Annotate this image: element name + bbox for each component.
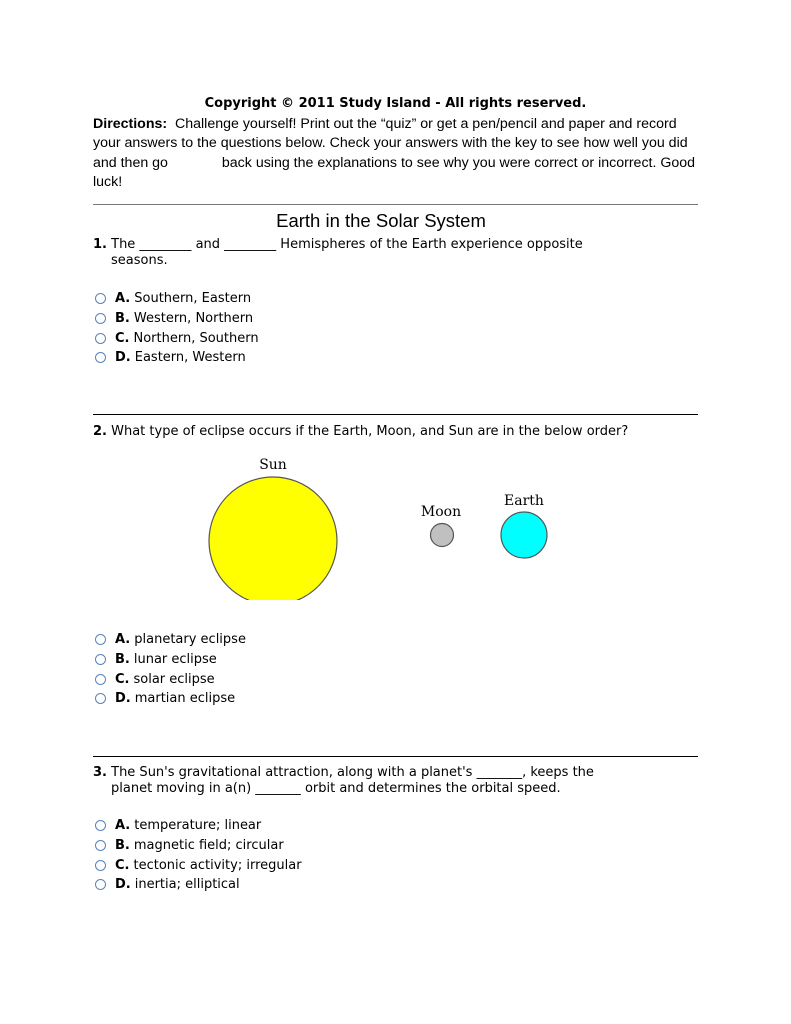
radio-button[interactable] bbox=[95, 352, 106, 363]
option-text: Northern, Southern bbox=[133, 330, 259, 346]
earth-icon bbox=[501, 512, 547, 558]
radio-button[interactable] bbox=[95, 860, 106, 871]
radio-button[interactable] bbox=[95, 879, 106, 890]
question-text-continued: seasons. bbox=[111, 253, 168, 268]
option-letter: A. bbox=[115, 632, 131, 648]
option-b[interactable] bbox=[95, 650, 246, 670]
option-text: solar eclipse bbox=[133, 671, 215, 687]
option-letter: B. bbox=[115, 652, 130, 668]
option-b[interactable] bbox=[95, 309, 259, 329]
copyright-notice: Copyright © 2011 Study Island - All rights reserved. bbox=[204, 96, 587, 111]
sun-label: Sun bbox=[259, 457, 287, 473]
option-letter: D. bbox=[115, 877, 131, 893]
radio-button[interactable] bbox=[95, 333, 106, 344]
question-1 bbox=[93, 237, 693, 269]
divider bbox=[93, 204, 698, 205]
earth-label: Earth bbox=[504, 493, 544, 509]
option-text: inertia; elliptical bbox=[134, 877, 240, 893]
directions-label: Directions: bbox=[93, 116, 168, 132]
option-letter: B. bbox=[115, 838, 130, 854]
option-letter: A. bbox=[115, 291, 131, 307]
radio-button[interactable] bbox=[95, 820, 106, 831]
radio-button[interactable] bbox=[95, 840, 106, 851]
moon-label: Moon bbox=[420, 504, 462, 520]
option-text: lunar eclipse bbox=[133, 652, 217, 668]
option-text: martian eclipse bbox=[134, 691, 236, 707]
sun-icon bbox=[209, 477, 337, 600]
option-d[interactable] bbox=[95, 348, 259, 368]
radio-button[interactable] bbox=[95, 634, 106, 645]
radio-button[interactable] bbox=[95, 293, 106, 304]
directions-text-1: Challenge yourself! Print out the “quiz” or get a pen/pencil and paper and record your answers to the questions below. Check your answers with the key to see how well you did and then go bbox=[93, 116, 688, 171]
option-text: magnetic field; circular bbox=[133, 838, 284, 854]
question-2 bbox=[93, 424, 693, 440]
option-d[interactable] bbox=[95, 689, 246, 709]
question-number: 1. bbox=[93, 237, 107, 252]
option-letter: C. bbox=[115, 330, 130, 346]
option-letter: C. bbox=[115, 671, 130, 687]
option-text: Western, Northern bbox=[133, 311, 254, 327]
option-d[interactable] bbox=[95, 875, 302, 895]
option-text: Eastern, Western bbox=[134, 350, 246, 366]
options-question-1 bbox=[95, 289, 259, 368]
question-number: 3. bbox=[93, 765, 107, 780]
divider bbox=[93, 756, 698, 757]
radio-button[interactable] bbox=[95, 693, 106, 704]
options-question-2 bbox=[95, 630, 246, 709]
moon-icon bbox=[431, 524, 454, 547]
question-number: 2. bbox=[93, 424, 107, 439]
option-text: planetary eclipse bbox=[134, 632, 246, 648]
question-text: The ________ and ________ Hemispheres of the Earth experience opposite bbox=[111, 237, 583, 252]
option-text: tectonic activity; irregular bbox=[133, 857, 302, 873]
question-text: What type of eclipse occurs if the Earth, Moon, and Sun are in the below order? bbox=[111, 424, 629, 439]
divider bbox=[93, 414, 698, 415]
option-a[interactable] bbox=[95, 630, 246, 650]
question-text-continued: planet moving in a(n) _______ orbit and determines the orbital speed. bbox=[111, 781, 561, 796]
eclipse-diagram bbox=[200, 455, 560, 600]
page-title: Earth in the Solar System bbox=[276, 210, 486, 231]
option-letter: C. bbox=[115, 857, 130, 873]
question-3 bbox=[93, 765, 693, 797]
options-question-3 bbox=[95, 816, 302, 895]
option-a[interactable] bbox=[95, 816, 302, 836]
option-letter: A. bbox=[115, 818, 131, 834]
radio-button[interactable] bbox=[95, 674, 106, 685]
option-c[interactable] bbox=[95, 669, 246, 689]
option-a[interactable] bbox=[95, 289, 259, 309]
radio-button[interactable] bbox=[95, 313, 106, 324]
radio-button[interactable] bbox=[95, 654, 106, 665]
option-b[interactable] bbox=[95, 836, 302, 856]
directions bbox=[93, 115, 703, 192]
option-text: temperature; linear bbox=[134, 818, 262, 834]
option-c[interactable] bbox=[95, 855, 302, 875]
option-text: Southern, Eastern bbox=[134, 291, 252, 307]
question-text: The Sun's gravitational attraction, along with a planet's _______, keeps the bbox=[111, 765, 594, 780]
option-c[interactable] bbox=[95, 328, 259, 348]
directions-text-2: back using the explanations to see why you were correct or incorrect. Good luck! bbox=[93, 154, 696, 190]
option-letter: D. bbox=[115, 350, 131, 366]
option-letter: B. bbox=[115, 311, 130, 327]
option-letter: D. bbox=[115, 691, 131, 707]
